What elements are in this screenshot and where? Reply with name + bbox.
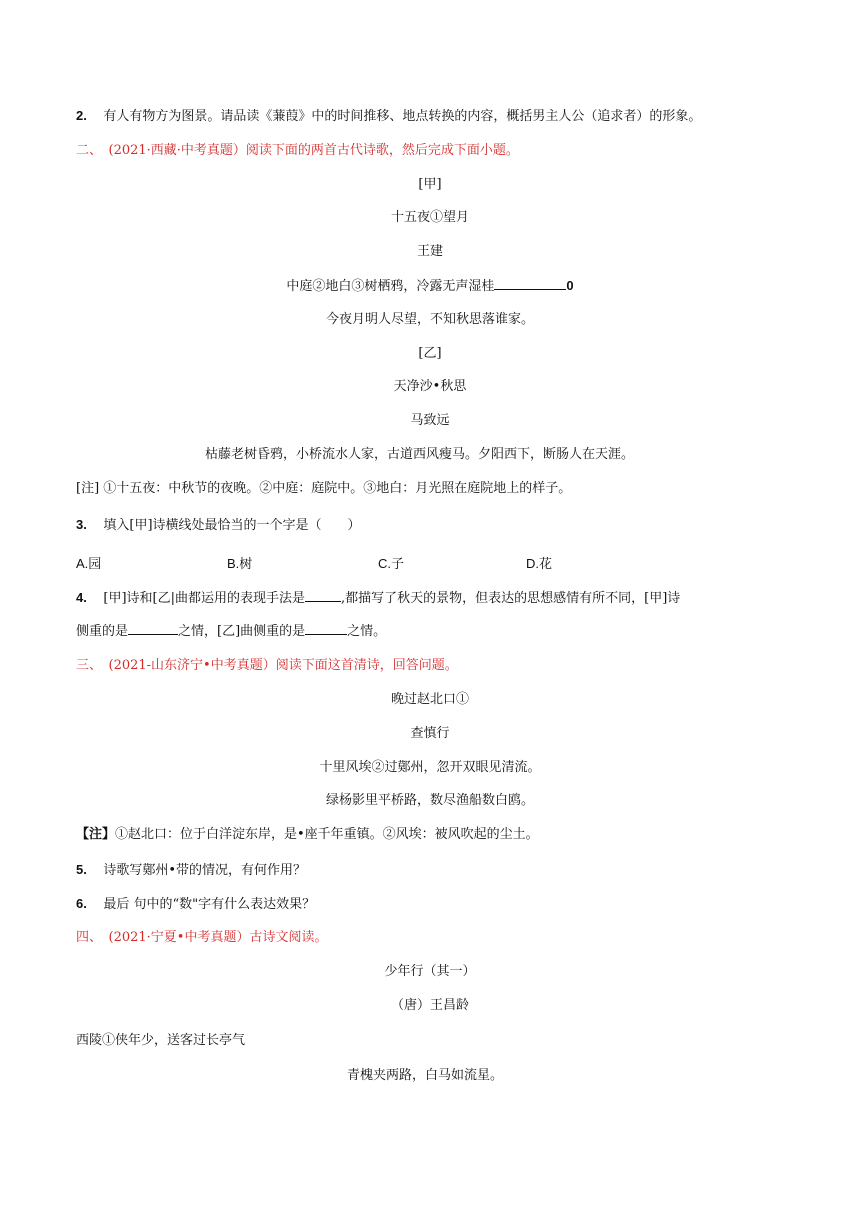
question-text: 有人有物方为图景。请品读《蒹葭》中的时间推移、地点转换的内容，概括男主人公（追求者）的形象。 [103,109,702,124]
option-a [76,554,101,575]
section-4-header: 四、 (2021·宁夏•中考真题）古诗文阅读。 [76,930,328,945]
fill-blank [128,622,178,635]
option-letter: A. [76,556,89,571]
question-text: 最后 句中的“数"字有什么表达效果？ [103,897,316,912]
section-3-note [76,825,539,845]
question-number: 2. [76,108,87,123]
poem-jia-title: 十五夜①望月 [390,210,469,225]
option-text: 树 [239,557,253,572]
poem-yi-label: [乙] [418,346,442,361]
question-text: 填入[甲]诗横线处最恰当的一个字是（ ） [103,518,361,533]
poem-yi-line: 枯藤老树昏鸦，小桥流水人家，古道西风瘦马。夕阳西下，断肠人在天涯。 [205,447,635,462]
poem-jia-line-2: 今夜月明人尽望，不知秋思落谁家。 [325,312,534,327]
option-letter: D. [526,556,539,571]
option-text: 花 [539,557,553,572]
question-text: 侧重的是 [76,624,129,639]
poem-author: 查慎行 [410,726,450,741]
poem-yi-title: 天净沙•秋思 [393,379,467,394]
question-6 [76,894,315,915]
fill-blank [305,589,341,602]
poem-line-text: 中庭②地白③树栖鸦，冷露无声湿桂 [286,279,495,294]
question-2 [76,106,701,127]
question-text: 之情，[乙]曲侧重的是 [178,624,306,639]
option-text: 子 [391,557,405,572]
poem-line-2: 青槐夹两路，白马如流星。 [347,1068,504,1083]
question-text: 之情。 [347,624,387,639]
fill-blank [305,622,347,635]
poem-jia-line-1 [0,276,860,297]
question-4-line-1 [76,588,680,609]
question-text: [甲]诗和[乙|曲都运用的表现手法是 [103,591,305,606]
poem-author: （唐）王昌龄 [390,998,469,1013]
option-c [378,554,404,575]
section-2-header: 二、 (2021·西藏·中考真题）阅读下面的两首古代诗歌，然后完成下面小题。 [76,143,519,158]
note-label: 【注】 [76,827,116,842]
question-number: 5. [76,862,87,877]
question-4-line-2 [76,622,386,642]
question-number: 4. [76,590,87,605]
poem-title: 晚过赵北口① [390,692,469,707]
option-letter: B. [227,556,240,571]
option-letter: C. [378,556,391,571]
poem-title: 少年行（其一） [384,964,476,979]
question-text: ,都描写了秋天的景物，但表达的思想感情有所不同，[甲]诗 [340,591,681,606]
question-text: 诗歌写鄚州•带的情况，有何作用？ [103,863,307,878]
section-3-header: 三、 (2021-山东济宁•中考真题）阅读下面这首清诗，回答问题。 [76,658,458,673]
question-number: 6. [76,896,87,911]
poem-line-1: 西陵①侠年少，送客过长亭气 [76,1033,246,1048]
question-number: 3. [76,517,87,532]
option-b [227,554,252,575]
section-2-note: [注] ①十五夜：中秋节的夜晚。②中庭：庭院中。③地白：月光照在庭院地上的样子。 [76,481,572,496]
poem-line-2: 绿杨影里平桥路，数尽渔船数白鸥。 [325,793,534,808]
question-3 [76,515,361,536]
note-text: ①赵北口：位于白洋淀东岸，是•座千年重镇。②风埃：被风吹起的尘土。 [115,827,539,842]
poem-yi-author: 马致远 [410,413,450,428]
poem-jia-label: [甲] [418,177,442,192]
option-text: 园 [88,557,102,572]
poem-line-end: 0 [566,278,574,293]
option-d [526,554,552,575]
fill-blank [494,277,566,290]
poem-line-1: 十里风埃②过鄚州，忽开双眼见清流。 [319,760,541,775]
poem-jia-author: 王建 [416,244,443,259]
question-5 [76,860,306,881]
